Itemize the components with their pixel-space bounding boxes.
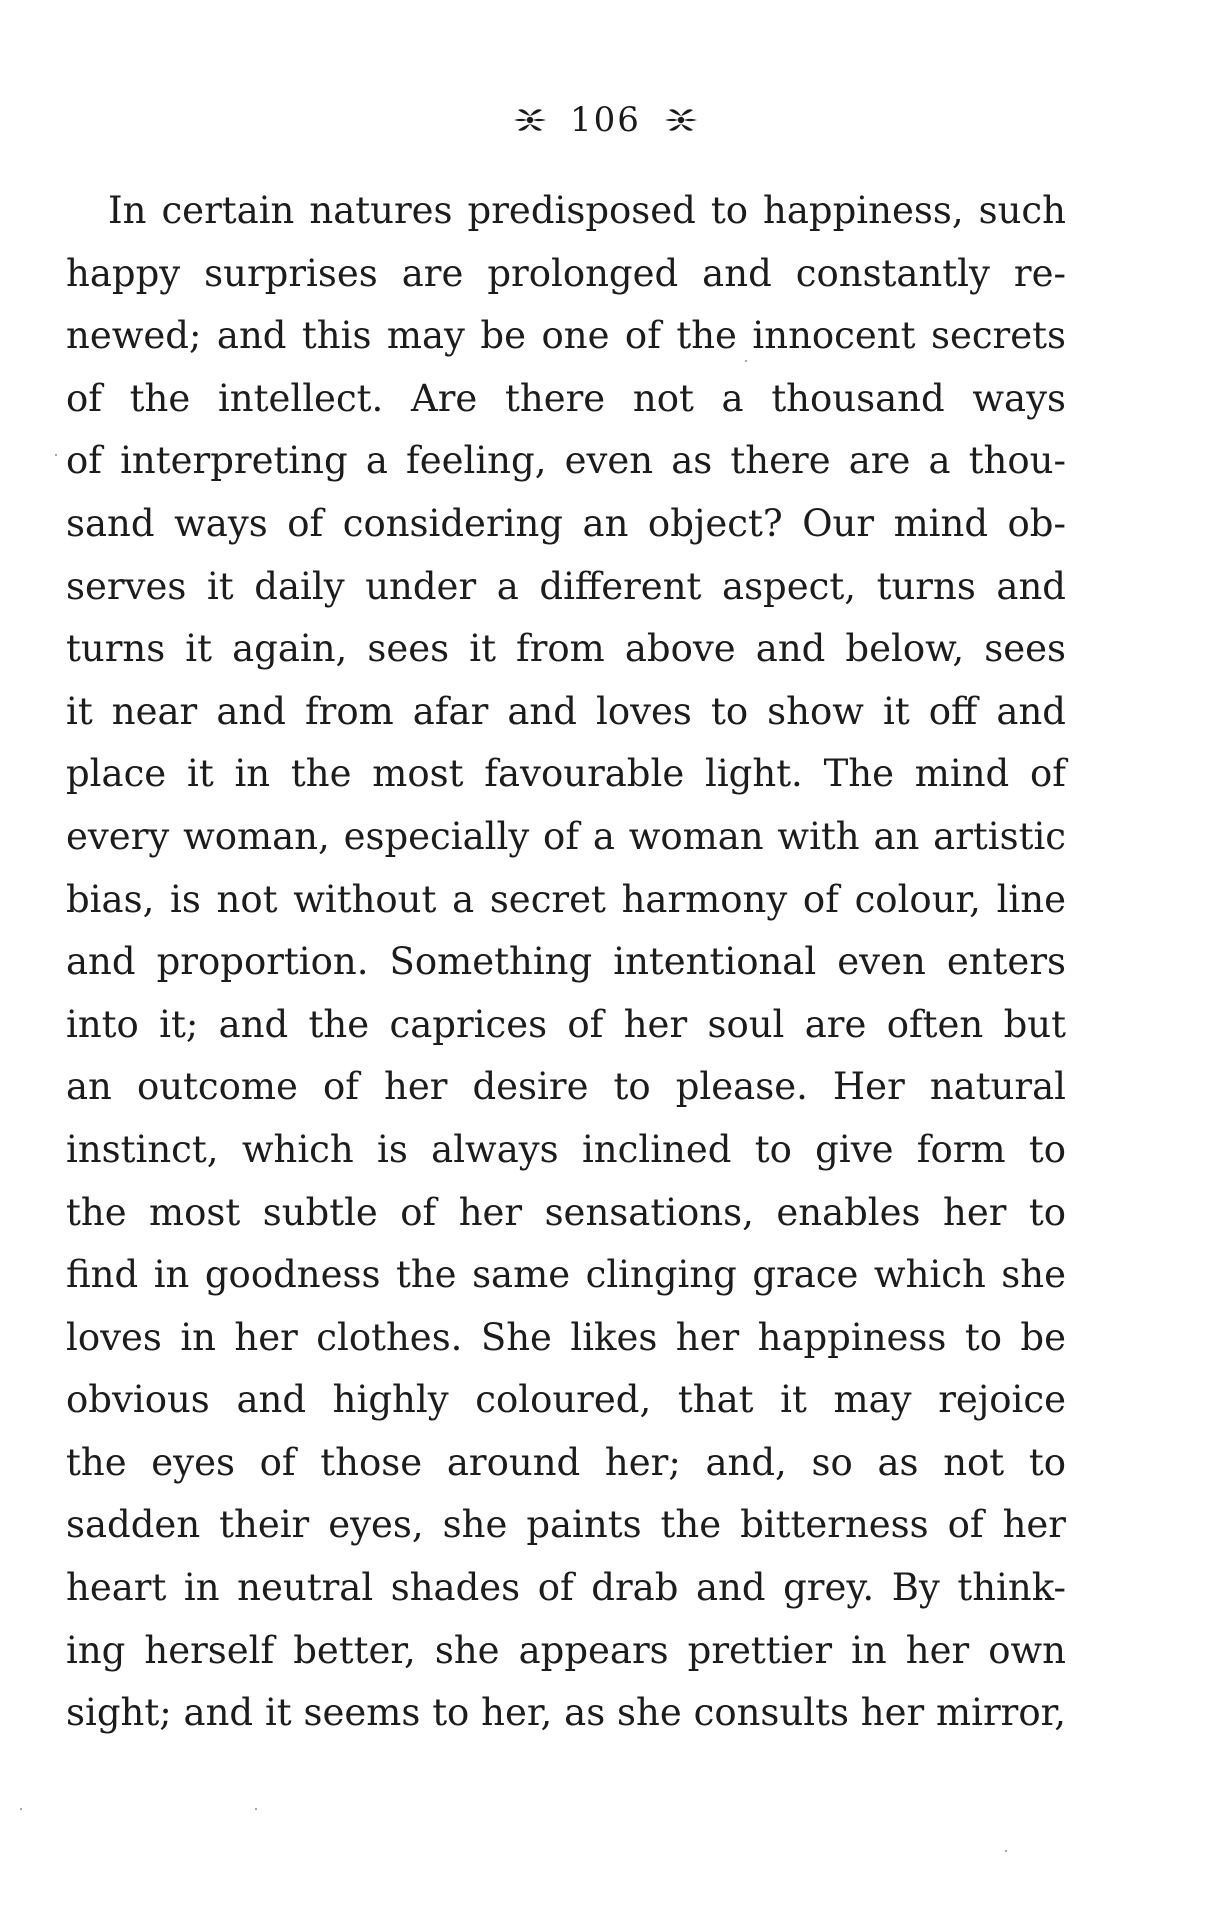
paper-speck [20, 1808, 22, 1810]
text-line: the most subtle of her sensations, enables her to [66, 1190, 1066, 1234]
text-line: ing herself better, she appears prettier in her own [66, 1628, 1066, 1672]
body-paragraph [66, 180, 1066, 1745]
paper-speck [1005, 1850, 1007, 1852]
paper-speck [255, 1808, 257, 1810]
text-line: sight; and it seems to her, as she consults her mirror, [66, 1691, 1066, 1735]
text-line: the eyes of those around her; and, so as not to [66, 1440, 1066, 1484]
text-line: it near and from afar and loves to show it off and [66, 689, 1066, 733]
text-line: turns it again, sees it from above and below, sees [66, 627, 1066, 671]
text-line: heart in neutral shades of drab and grey. By think- [66, 1566, 1066, 1610]
page-number: 106 [570, 100, 641, 140]
text-line: serves it daily under a different aspect, turns and [66, 564, 1066, 608]
fleuron-left-icon [512, 102, 548, 138]
page-header [0, 98, 1211, 140]
text-line: place it in the most favourable light. The mind of [66, 752, 1066, 796]
text-line: bias, is not without a secret harmony of colour, line [66, 877, 1066, 921]
text-line: happy surprises are prolonged and constantly re- [66, 251, 1066, 295]
text-line: sand ways of considering an object? Our mind ob- [66, 501, 1066, 545]
text-line: loves in her clothes. She likes her happiness to be [66, 1315, 1066, 1359]
text-line: obvious and highly coloured, that it may rejoice [66, 1378, 1066, 1422]
text-line: every woman, especially of a woman with an artistic [66, 814, 1066, 858]
paper-speck [55, 454, 57, 456]
text-line: find in goodness the same clinging grace which she [66, 1253, 1066, 1297]
text-line: sadden their eyes, she paints the bitterness of her [66, 1503, 1066, 1547]
text-line: newed; and this may be one of the innocent secrets [66, 314, 1066, 358]
text-line: of interpreting a feeling, even as there are a thou- [66, 439, 1066, 483]
text-line: an outcome of her desire to please. Her natural [66, 1065, 1066, 1109]
text-line: In certain natures predisposed to happiness, such [108, 189, 1066, 232]
text-line: of the intellect. Are there not a thousand ways [66, 376, 1066, 420]
text-line: instinct, which is always inclined to give form to [66, 1127, 1066, 1171]
fleuron-right-icon [663, 102, 699, 138]
paper-speck [745, 360, 747, 362]
text-line: into it; and the caprices of her soul are often but [66, 1002, 1066, 1046]
text-line: and proportion. Something intentional even enters [66, 940, 1066, 984]
